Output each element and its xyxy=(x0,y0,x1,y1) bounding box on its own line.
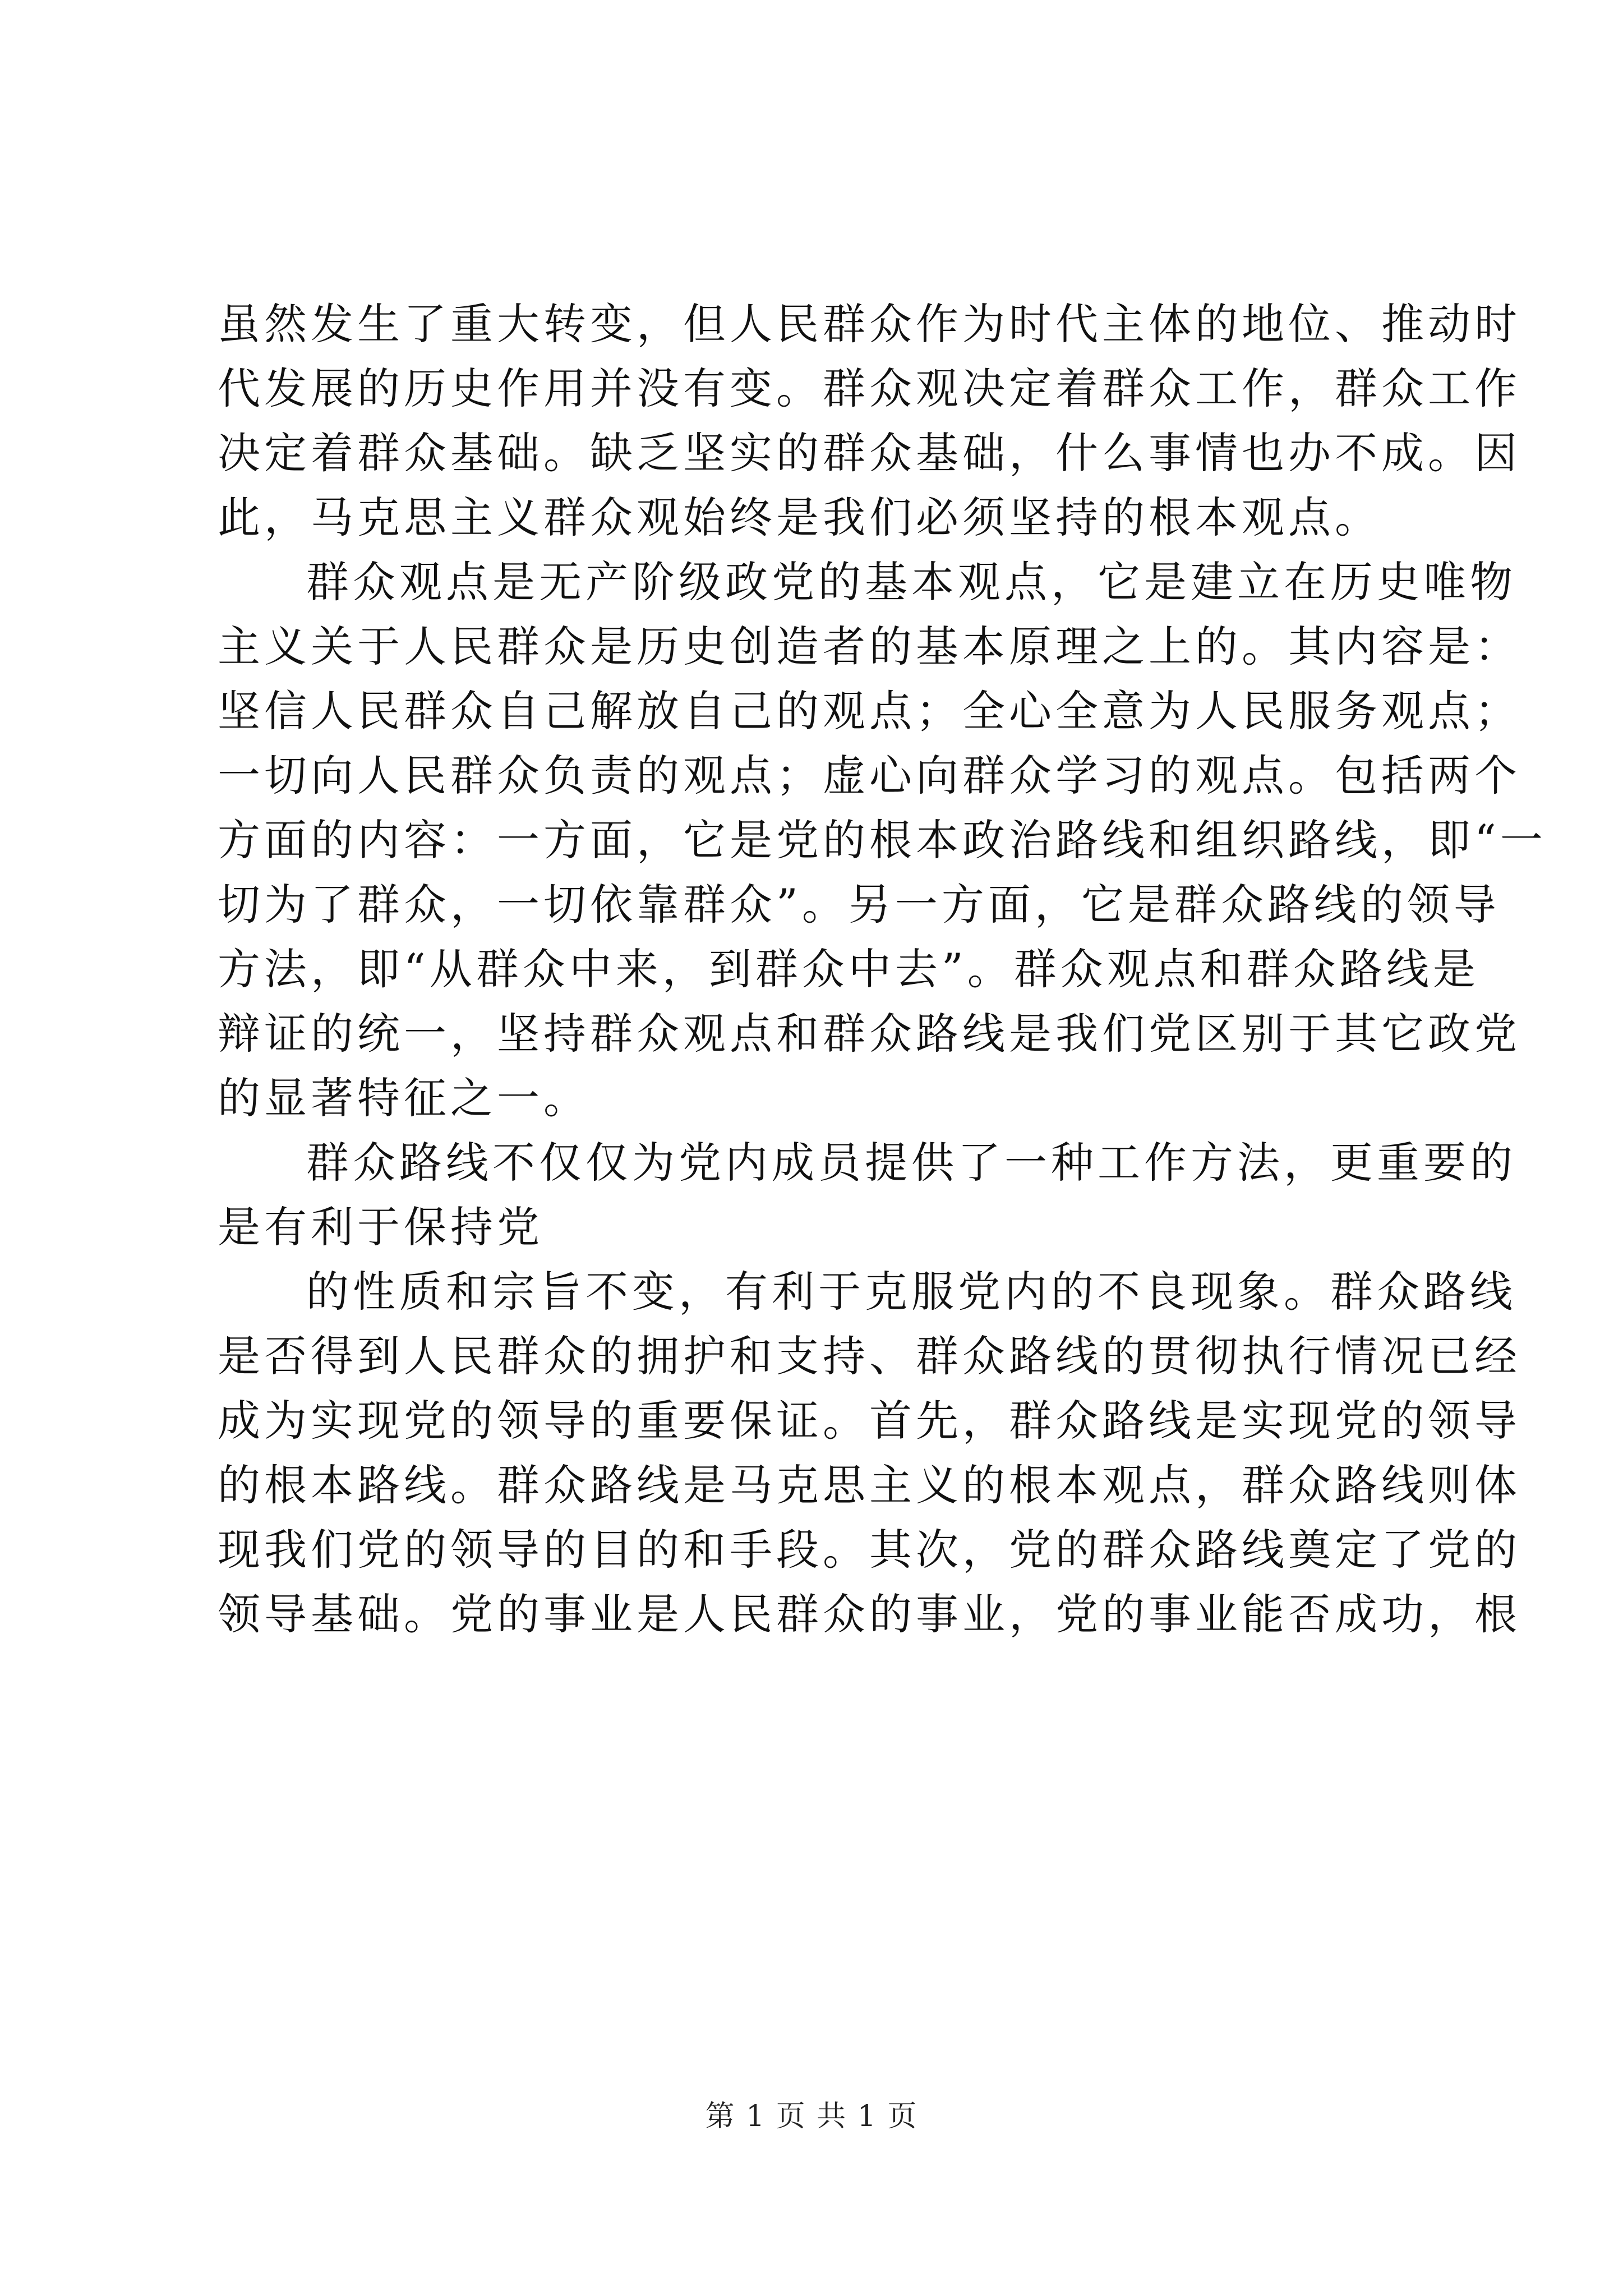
text-line: 的性质和宗旨不变，有利于克服党内的不良现象。群众路线 xyxy=(306,1267,1516,1317)
text-line: 切为了群众，一切依靠群众”。另一方面，它是群众路线的领导 xyxy=(218,880,1500,930)
text-line: 是否得到人民群众的拥护和支持、群众路线的贯彻执行情况已经 xyxy=(218,1331,1521,1381)
text-line: 的显著特征之一。 xyxy=(218,1073,590,1123)
text-line: 方面的内容：一方面，它是党的根本政治路线和组织路线，即“一 xyxy=(218,815,1547,865)
text-line: 方法，即“从群众中来，到群众中去”。群众观点和群众路线是 xyxy=(218,944,1479,994)
text-line: 辩证的统一，坚持群众观点和群众路线是我们党区别于其它政党 xyxy=(218,1009,1521,1059)
text-line: 是有利于保持党 xyxy=(218,1202,543,1252)
text-line: 的根本路线。群众路线是马克思主义的根本观点，群众路线则体 xyxy=(218,1460,1521,1510)
text-line: 群众路线不仅仅为党内成员提供了一种工作方法，更重要的 xyxy=(306,1138,1516,1188)
text-line: 决定着群众基础。缺乏坚实的群众基础，什么事情也办不成。因 xyxy=(218,428,1521,478)
text-line: 此，马克思主义群众观始终是我们必须坚持的根本观点。 xyxy=(218,493,1381,542)
text-line: 群众观点是无产阶级政党的基本观点，它是建立在历史唯物 xyxy=(306,557,1516,607)
text-line: 代发展的历史作用并没有变。群众观决定着群众工作，群众工作 xyxy=(218,364,1521,413)
text-line: 坚信人民群众自己解放自己的观点；全心全意为人民服务观点； xyxy=(218,686,1521,736)
page-footer: 第 1 页 共 1 页 xyxy=(705,2100,918,2133)
text-line: 现我们党的领导的目的和手段。其次，党的群众路线奠定了党的 xyxy=(218,1525,1521,1575)
text-line: 主义关于人民群众是历史创造者的基本原理之上的。其内容是： xyxy=(218,622,1521,671)
text-line: 虽然发生了重大转变，但人民群众作为时代主体的地位、推动时 xyxy=(218,299,1521,349)
text-line: 一切向人民群众负责的观点；虚心向群众学习的观点。包括两个 xyxy=(218,751,1521,800)
text-line: 成为实现党的领导的重要保证。首先，群众路线是实现党的领导 xyxy=(218,1396,1521,1446)
text-line: 领导基础。党的事业是人民群众的事业，党的事业能否成功，根 xyxy=(218,1589,1521,1639)
document-body xyxy=(218,292,1547,1646)
